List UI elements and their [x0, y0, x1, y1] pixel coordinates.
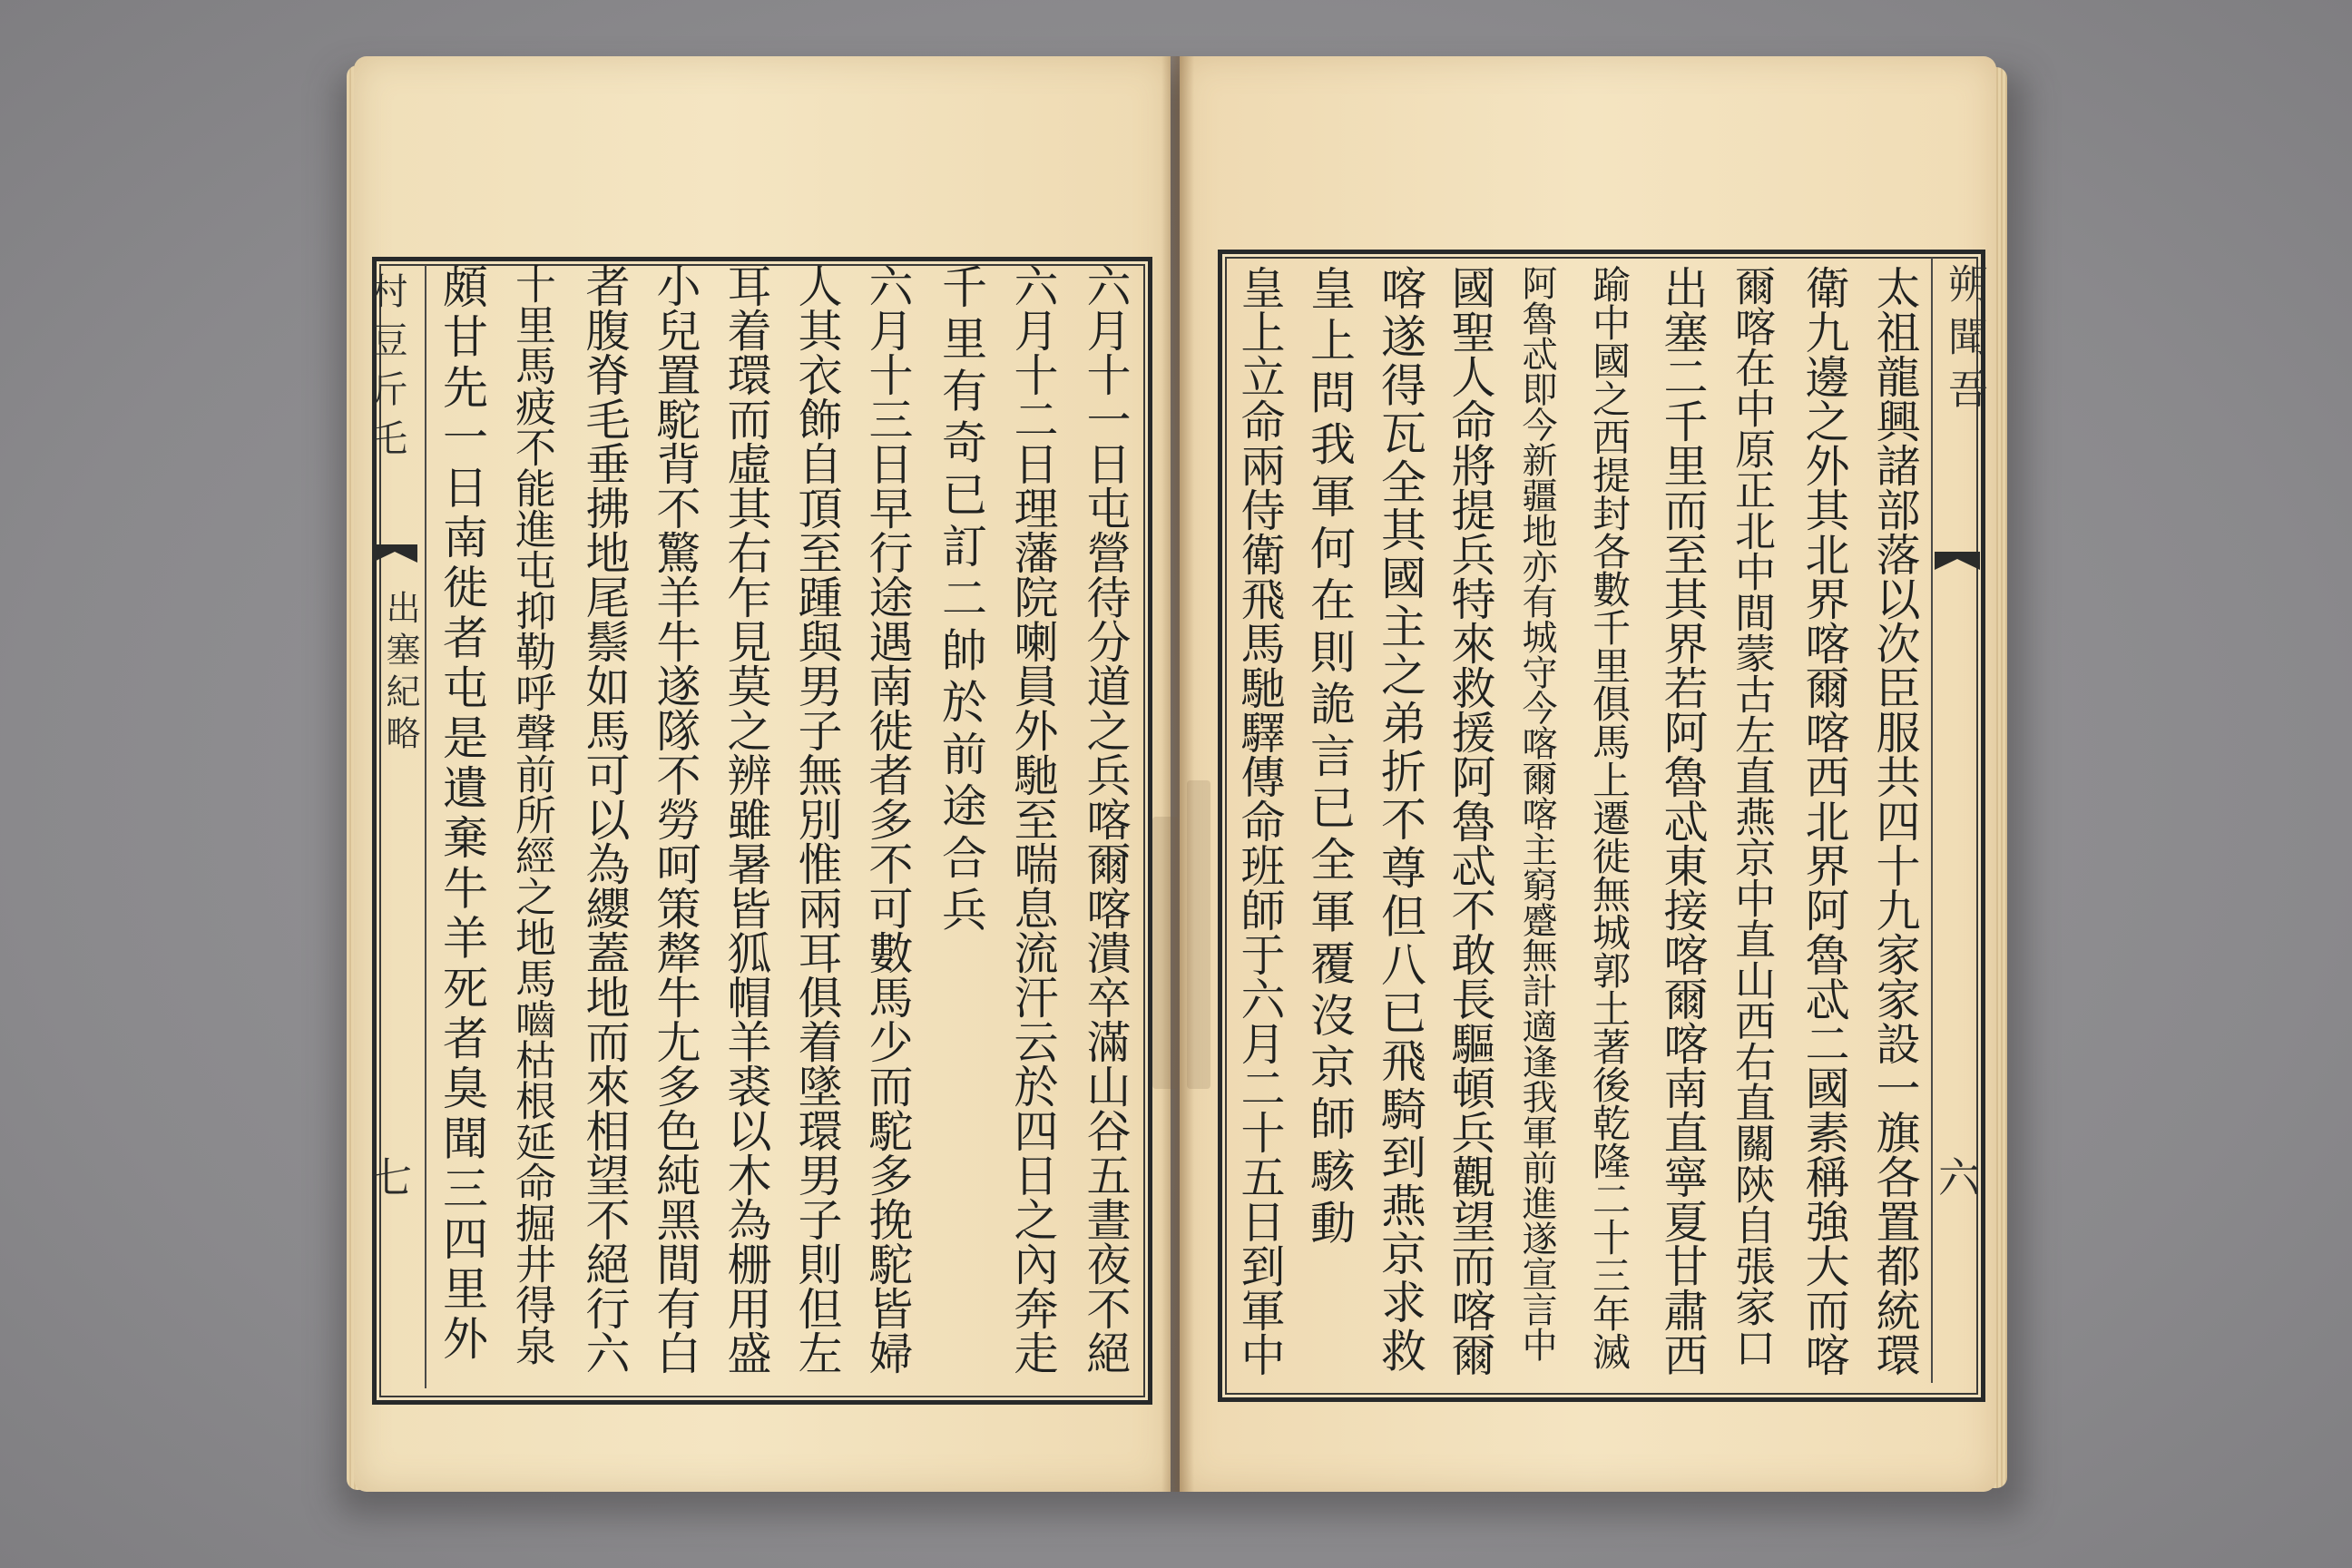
left-column-8: 者腹脊毛垂拂地尾鬃如馬可以為纓蓋地而來相望不絕行六: [579, 263, 631, 1375]
left-column-6: 耳着環而虛其右乍見莫之辨雖暑皆狐帽羊裘以木為栅用盛: [720, 263, 772, 1375]
left-margin-subtitle: 出塞紀略: [380, 590, 420, 757]
right-column-7: 國聖人命將提兵特來救援阿魯忒不敢長驅頓兵觀望而喀爾: [1445, 265, 1496, 1377]
right-column-10: 皇上立命兩侍衛飛馬馳驛傳命班師于六月二十五日到軍中: [1234, 265, 1286, 1377]
right-margin-rule: [1931, 258, 1933, 1383]
right-column-9: 皇上問我軍何在則詭言已全軍覆沒京師駭動: [1303, 265, 1356, 1251]
right-column-6: 阿魯忒即今新疆地亦有城守今喀爾喀主窮蹙無計適逢我軍前進遂宣言中: [1516, 265, 1557, 1362]
left-column-4: 六月十三日早行途遇南徙者多不可數馬少而駝多挽駝皆婦: [862, 263, 914, 1375]
right-margin-title: 朔聞吾: [1941, 263, 1987, 421]
right-column-2: 衛九邊之外其北界喀爾喀西北界阿魯忒二國素稱強大而喀: [1798, 265, 1850, 1377]
right-page-number: 六: [1938, 1153, 1980, 1202]
paper-wear: [1187, 780, 1210, 1089]
right-column-1: 太祖龍興諸部落以次臣服共四十九家家設一旗各置都統環: [1869, 265, 1921, 1377]
left-margin-rule: [425, 265, 426, 1388]
right-column-8: 喀遂得瓦全其國主之弟折不尊但八已飛騎到燕京求救: [1374, 265, 1426, 1376]
left-column-2: 六月十二日理藩院喇員外馳至喘息流汗云於四日之內奔走: [1007, 263, 1059, 1375]
paper-wear: [1152, 817, 1178, 1089]
left-column-5: 人其衣飾自頂至踵與男子無別惟兩耳俱着墜環男子則但左: [791, 263, 843, 1375]
right-column-5: 踰中國之西提封各數千里俱馬上遷徙無城郭土著後乾隆二十三年滅: [1587, 265, 1632, 1370]
right-column-3: 爾喀在中原正北中間蒙古左直燕京中直山西右直關陝自張家口: [1728, 265, 1776, 1367]
left-column-7: 小兒置駝背不驚羊牛遂隊不勞呵策犛牛尢多色純黑間有白: [650, 263, 701, 1375]
right-column-4: 出塞二千里而至其界若阿魯忒東接喀爾喀南直寧夏甘肅西: [1657, 265, 1709, 1377]
left-margin-title: 村豆斤乇: [366, 272, 407, 468]
left-page-number: 七: [370, 1153, 412, 1202]
left-column-1: 六月十一日屯營待分道之兵喀爾喀潰卒滿山谷五晝夜不絕: [1080, 263, 1132, 1375]
left-column-3: 千里有奇已訂二帥於前途合兵: [935, 263, 987, 938]
left-column-9: 十里馬疲不能進屯抑勒呼聲前所經之地馬嚙枯根延命掘井得泉: [508, 263, 556, 1366]
book-gutter: [1161, 56, 1194, 1492]
left-column-10: 頗甘先一日南徙者屯是遺棄牛羊死者臭聞三四里外: [436, 263, 488, 1366]
